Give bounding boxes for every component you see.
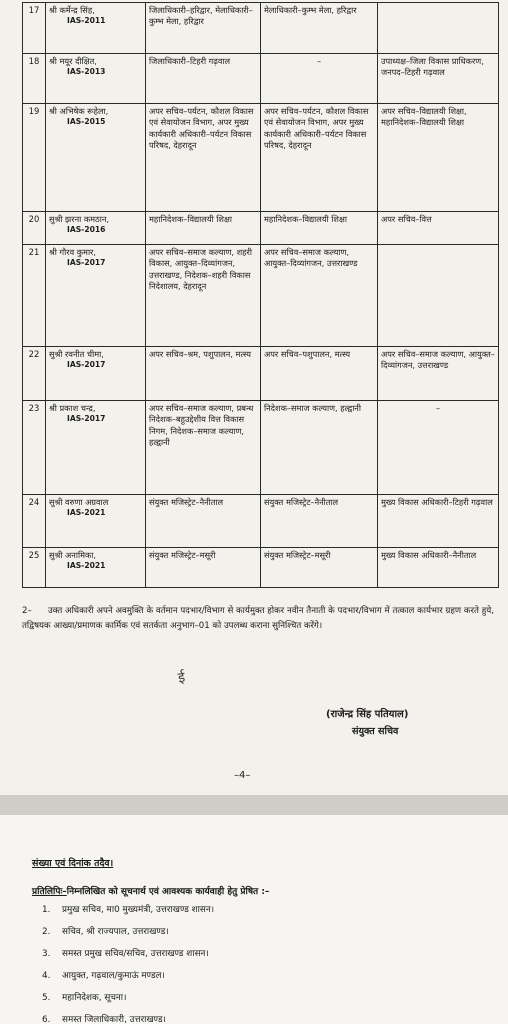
new-post xyxy=(378,245,499,347)
officer-cell xyxy=(46,104,146,212)
table-row xyxy=(23,548,499,588)
list-item xyxy=(32,899,214,921)
officer-cell xyxy=(46,401,146,495)
paragraph-text: उक्त अधिकारी अपने अवमुक्ति के वर्तमान पदभार/विभाग से कार्यमुक्त होकर नवीन तैनाती के पदभार/विभाग में तत्काल कार्यभार ग्रहण करते हुये, तद्विषयक आख्या/प्रमाणक कार्मिक एवं सतर्कता अनुभाग–01 को उपलब्ध कराना सुनिश्चित करेंगे। xyxy=(22,606,494,631)
relieved-post xyxy=(261,54,378,104)
serial-number: 22 xyxy=(23,347,46,401)
officer-cell xyxy=(46,495,146,548)
relieved-post: संयुक्त मजिस्ट्रेट–मसूरी xyxy=(261,548,378,588)
officer-cell xyxy=(46,548,146,588)
handwritten-initial: ई xyxy=(176,669,187,687)
officer-name: श्री कर्मेन्द्र सिंह, xyxy=(49,5,95,15)
item-number: 6. xyxy=(42,1015,51,1024)
relieved-post: अपर सचिव–पशुपालन, मत्स्य xyxy=(261,347,378,401)
officer-cell xyxy=(46,3,146,54)
list-item xyxy=(32,1009,214,1024)
list-item xyxy=(32,943,214,965)
table-row xyxy=(23,54,499,104)
page-separator xyxy=(0,795,508,815)
relieved-post: मेलाधिकारी–कुम्भ मेला, हरिद्वार xyxy=(261,3,378,54)
officer-name: सुश्री झरना कमठान, xyxy=(49,214,110,224)
officer-name: सुश्री अनामिका, xyxy=(49,550,97,560)
serial-number: 23 xyxy=(23,401,46,495)
table-row xyxy=(23,104,499,212)
current-post: जिलाधिकारी–हरिद्वार, मेलाधिकारी–कुम्भ मेला, हरिद्वार xyxy=(146,3,261,54)
new-post xyxy=(378,401,499,495)
officer-name: सुश्री रवनीत चीमा, xyxy=(49,349,104,359)
item-text: सचिव, श्री राज्यपाल, उत्तराखण्ड। xyxy=(62,927,169,937)
serial-number: 21 xyxy=(23,245,46,347)
dash-mark: – xyxy=(316,56,322,66)
copy-label: प्रतिलिपिः– xyxy=(32,887,67,897)
table-row xyxy=(23,347,499,401)
new-post: मुख्य विकास अधिकारी–नैनीताल xyxy=(378,548,499,588)
new-post xyxy=(378,3,499,54)
officer-name: श्री अभिषेक रूहेला, xyxy=(49,106,109,116)
officer-name: सुश्री वरुणा अग्रवाल xyxy=(49,497,109,507)
paragraph-number: 2– xyxy=(22,606,32,616)
relieved-post: महानिदेशक–विद्यालयी शिक्षा xyxy=(261,212,378,245)
relieved-post: अपर सचिव–समाज कल्याण, आयुक्त–दिव्यांगजन, उत्तराखण्ड xyxy=(261,245,378,347)
page-number: –4– xyxy=(234,770,251,781)
relieved-post: अपर सचिव–पर्यटन, कौशल विकास एवं सेवायोजन विभाग, अपर मुख्य कार्यकारी अधिकारी–पर्यटन विकास परिषद, देहरादून xyxy=(261,104,378,212)
posting-table xyxy=(22,2,499,588)
dash-mark: – xyxy=(435,403,441,413)
officer-cadre: IAS-2017 xyxy=(67,258,106,268)
new-post: उपाध्यक्ष–जिला विकास प्राधिकरण, जनपद–टिहरी गढ़वाल xyxy=(378,54,499,104)
list-item xyxy=(32,921,214,943)
relieved-post: निदेशक–समाज कल्याण, हल्द्वानी xyxy=(261,401,378,495)
copy-text: निम्नलिखित को सूचनार्थ एवं आवश्यक कार्यवाही हेतु प्रेषित :– xyxy=(66,887,270,897)
copy-to-line xyxy=(32,884,269,897)
table-row xyxy=(23,212,499,245)
list-item xyxy=(32,965,214,987)
item-number: 1. xyxy=(42,905,51,915)
serial-number: 24 xyxy=(23,495,46,548)
reference-heading: संख्या एवं दिनांक तदैव। xyxy=(32,858,114,869)
distribution-list xyxy=(32,899,214,1024)
officer-cadre: IAS-2021 xyxy=(67,508,106,518)
officer-cell xyxy=(46,54,146,104)
order-page-5 xyxy=(0,815,508,1024)
officer-cadre: IAS-2017 xyxy=(67,360,106,370)
item-number: 4. xyxy=(42,971,51,981)
instruction-paragraph xyxy=(22,604,494,634)
serial-number: 17 xyxy=(23,3,46,54)
officer-name: श्री गौरव कुमार, xyxy=(49,247,97,257)
current-post: महानिदेशक–विद्यालयी शिक्षा xyxy=(146,212,261,245)
table-row xyxy=(23,3,499,54)
item-text: समस्त जिलाधिकारी, उत्तराखण्ड। xyxy=(62,1015,166,1024)
officer-cadre: IAS-2017 xyxy=(67,414,106,424)
signatory-name: (राजेन्द्र सिंह पतियाल) xyxy=(326,709,409,720)
current-post: जिलाधिकारी–टिहरी गढ़वाल xyxy=(146,54,261,104)
current-post: संयुक्त मजिस्ट्रेट–नैनीताल xyxy=(146,495,261,548)
officer-name: श्री प्रकाश चन्द्र, xyxy=(49,403,96,413)
officer-cadre: IAS-2016 xyxy=(67,225,106,235)
list-item xyxy=(32,987,214,1009)
relieved-post: संयुक्त मजिस्ट्रेट–नैनीताल xyxy=(261,495,378,548)
officer-cadre: IAS-2021 xyxy=(67,561,106,571)
item-text: आयुक्त, गढ़वाल/कुमाऊं मण्डल। xyxy=(62,971,165,981)
new-post: अपर सचिव–विद्यालयी शिक्षा, महानिदेशक–विद्यालयी शिक्षा xyxy=(378,104,499,212)
item-number: 5. xyxy=(42,993,51,1003)
officer-cadre: IAS-2011 xyxy=(67,16,106,26)
table-row xyxy=(23,245,499,347)
current-post: संयुक्त मजिस्ट्रेट–मसूरी xyxy=(146,548,261,588)
item-number: 2. xyxy=(42,927,51,937)
new-post: मुख्य विकास अधिकारी–टिहरी गढ़वाल xyxy=(378,495,499,548)
table-row xyxy=(23,401,499,495)
current-post: अपर सचिव–समाज कल्याण, प्रबन्ध निदेशक–बहुउद्देशीय वित्त विकास निगम, निदेशक–समाज कल्याण, हल्द्वानी xyxy=(146,401,261,495)
current-post: अपर सचिव–समाज कल्याण, शहरी विकास, आयुक्त–दिव्यांगजन, उत्तराखण्ड, निदेशक–शहरी विकास निदेशालय, देहरादून xyxy=(146,245,261,347)
officer-cell xyxy=(46,245,146,347)
item-number: 3. xyxy=(42,949,51,959)
officer-cell xyxy=(46,212,146,245)
current-post: अपर सचिव–श्रम, पशुपालन, मत्स्य xyxy=(146,347,261,401)
table-row xyxy=(23,495,499,548)
officer-cell xyxy=(46,347,146,401)
new-post: अपर सचिव–समाज कल्याण, आयुक्त–दिव्यांगजन, उत्तराखण्ड xyxy=(378,347,499,401)
item-text: महानिदेशक, सूचना। xyxy=(62,993,127,1003)
serial-number: 19 xyxy=(23,104,46,212)
signatory-designation: संयुक्त सचिव xyxy=(352,726,399,737)
new-post: अपर सचिव–वित्त xyxy=(378,212,499,245)
officer-cadre: IAS-2015 xyxy=(67,117,106,127)
serial-number: 20 xyxy=(23,212,46,245)
current-post: अपर सचिव–पर्यटन, कौशल विकास एवं सेवायोजन विभाग, अपर मुख्य कार्यकारी अधिकारी–पर्यटन विकास परिषद, देहरादून xyxy=(146,104,261,212)
officer-cadre: IAS-2013 xyxy=(67,67,106,77)
serial-number: 25 xyxy=(23,548,46,588)
item-text: समस्त प्रमुख सचिव/सचिव, उत्तराखण्ड शासन। xyxy=(62,949,209,959)
item-text: प्रमुख सचिव, मा0 मुख्यमंत्री, उत्तराखण्ड शासन। xyxy=(62,905,215,915)
officer-name: श्री मयूर दीक्षित, xyxy=(49,56,97,66)
serial-number: 18 xyxy=(23,54,46,104)
